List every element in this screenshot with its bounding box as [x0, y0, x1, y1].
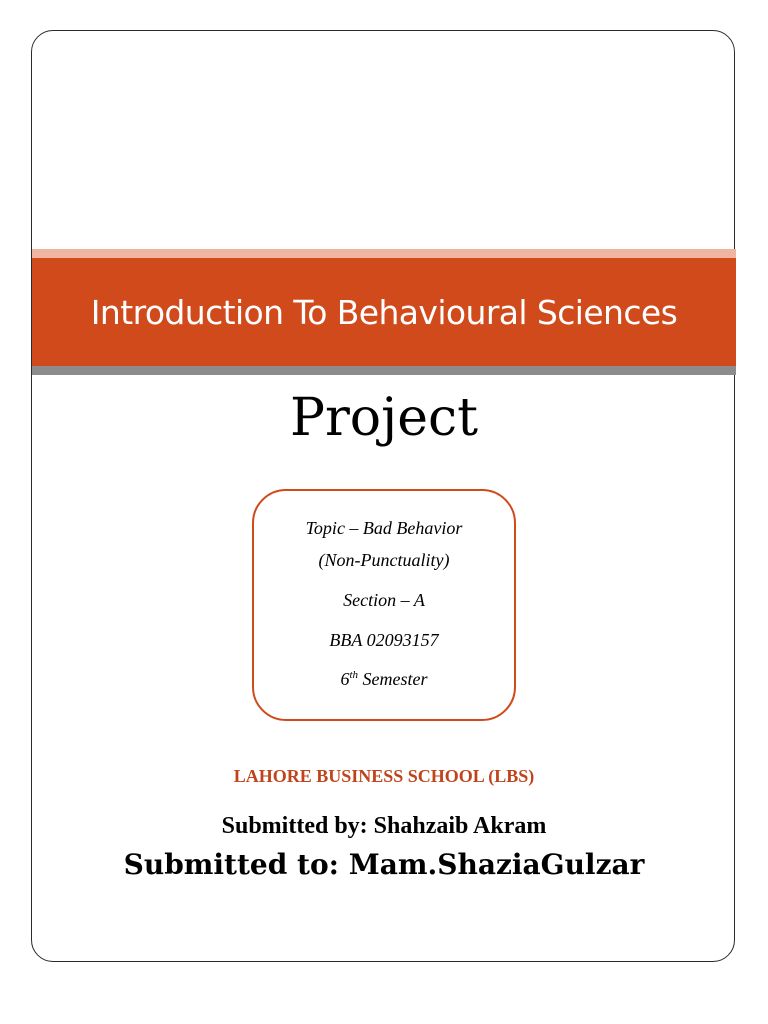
semester-label: Semester: [358, 669, 428, 689]
document-type-title: Project: [289, 388, 479, 448]
section-line: Section – A: [343, 590, 425, 610]
course-title: Introduction To Behavioural Sciences: [90, 292, 678, 332]
topic-line: Topic – Bad Behavior: [305, 518, 463, 538]
submitted-to: Submitted to: Mam.ShaziaGulzar: [123, 848, 645, 881]
topic-subtitle: (Non-Punctuality): [318, 550, 450, 570]
project-info-box: [252, 489, 516, 721]
accent-band-top: [32, 249, 736, 258]
submitted-by: Submitted by: Shahzaib Akram: [221, 813, 547, 839]
school-name: LAHORE BUSINESS SCHOOL (LBS): [233, 766, 535, 786]
semester-suffix: th: [349, 669, 359, 681]
roll-number: BBA 02093157: [329, 630, 439, 650]
semester-number: 6: [340, 669, 350, 689]
semester-line: [254, 669, 514, 690]
title-banner: [32, 258, 736, 366]
accent-band-bottom: [32, 366, 736, 375]
